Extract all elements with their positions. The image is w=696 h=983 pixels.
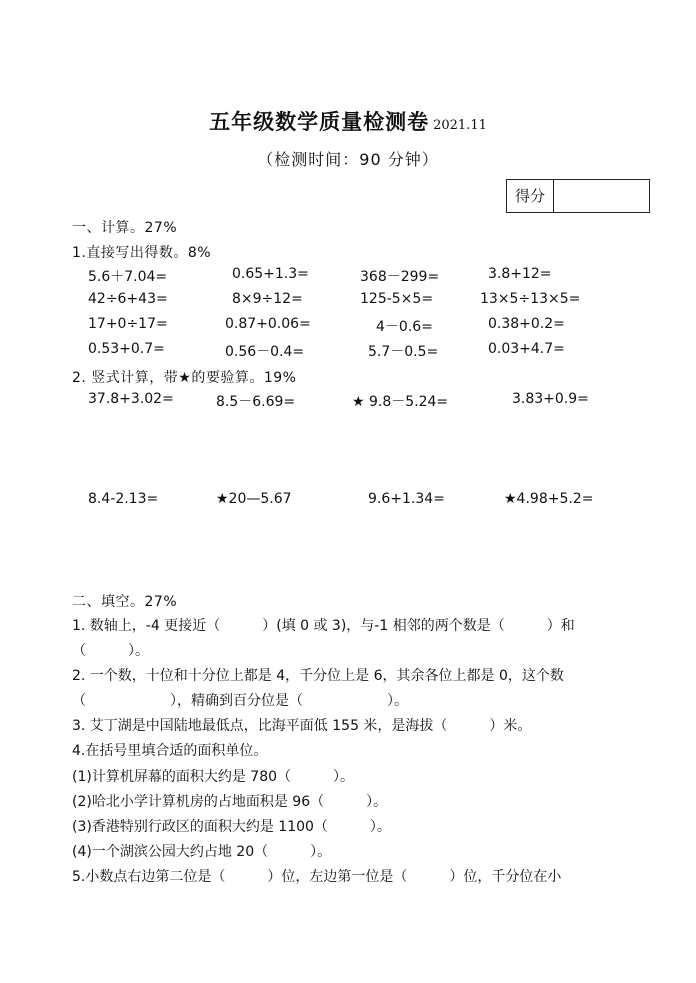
fill-line: (2)哈北小学计算机房的占地面积是 96（ ）。 xyxy=(72,794,388,810)
q1-item: 0.38+0.2= xyxy=(488,316,565,332)
fill-line: 5.小数点右边第二位是（ ）位，左边第一位是（ ）位，千分位在小 xyxy=(72,869,562,885)
q2-item: 8.5－6.69= xyxy=(216,394,296,410)
section2-heading: 二、填空。27% xyxy=(72,594,178,610)
q1-heading: 1.直接写出得数。8% xyxy=(72,245,212,261)
q2-item: 3.83+0.9= xyxy=(512,391,589,407)
q1-item: 0.03+4.7= xyxy=(488,341,565,357)
fill-line: （ ），精确到百分位是（ ）。 xyxy=(72,693,408,709)
q1-item: 0.87+0.06= xyxy=(225,316,311,332)
fill-line: (4)一个湖滨公园大约占地 20（ ）。 xyxy=(72,844,332,860)
score-field[interactable] xyxy=(554,180,649,212)
q1-item: 0.56－0.4= xyxy=(225,344,305,360)
fill-line: 4.在括号里填合适的面积单位。 xyxy=(72,743,268,759)
section1-heading: 一、计算。27% xyxy=(72,220,178,236)
q1-item: 5.7－0.5= xyxy=(368,344,439,360)
exam-duration: （检测时间：90 分钟） xyxy=(257,150,439,169)
q1-item: 4－0.6= xyxy=(376,319,433,335)
fill-line: （ ）。 xyxy=(72,643,149,659)
score-box xyxy=(506,179,650,213)
score-label: 得分 xyxy=(507,180,554,212)
q2-item-check: ★20—5.67 xyxy=(216,491,292,507)
q2-item-check: ★ 9.8－5.24= xyxy=(352,394,449,410)
fill-line: 1. 数轴上，-4 更接近（ ）(填 0 或 3)，与-1 相邻的两个数是（ ）和 xyxy=(72,618,575,634)
q2-item: 9.6+1.34= xyxy=(368,491,445,507)
q1-item: 17+0÷17= xyxy=(88,316,168,332)
q1-item: 125-5×5= xyxy=(360,291,434,307)
q2-item: 37.8+3.02= xyxy=(88,391,174,407)
q2-heading: 2. 竖式计算，带★的要验算。19% xyxy=(72,370,297,386)
q1-item: 3.8+12= xyxy=(488,266,552,282)
q1-item: 5.6＋7.04= xyxy=(88,269,168,285)
q2-item-check: ★4.98+5.2= xyxy=(504,491,594,507)
q1-item: 8×9÷12= xyxy=(232,291,303,307)
q1-item: 0.53+0.7= xyxy=(88,341,165,357)
fill-line: 2. 一个数，十位和十分位上都是 4，千分位上是 6，其余各位上都是 0，这个数 xyxy=(72,668,564,684)
q2-item: 8.4-2.13= xyxy=(88,491,159,507)
q1-item: 368－299= xyxy=(360,269,440,285)
page-title xyxy=(0,106,696,136)
q1-item: 42÷6+43= xyxy=(88,291,168,307)
fill-line: 3. 艾丁湖是中国陆地最低点，比海平面低 155 米，是海拔（ ）米。 xyxy=(72,718,532,734)
q1-item: 13×5÷13×5= xyxy=(480,291,581,307)
fill-line: (3)香港特别行政区的面积大约是 1100（ ）。 xyxy=(72,819,391,835)
q1-item: 0.65+1.3= xyxy=(232,266,309,282)
exam-title: 五年级数学质量检测卷 xyxy=(209,109,430,134)
exam-date: 2021.11 xyxy=(433,118,487,133)
fill-line: (1)计算机屏幕的面积大约是 780（ ）。 xyxy=(72,769,355,785)
